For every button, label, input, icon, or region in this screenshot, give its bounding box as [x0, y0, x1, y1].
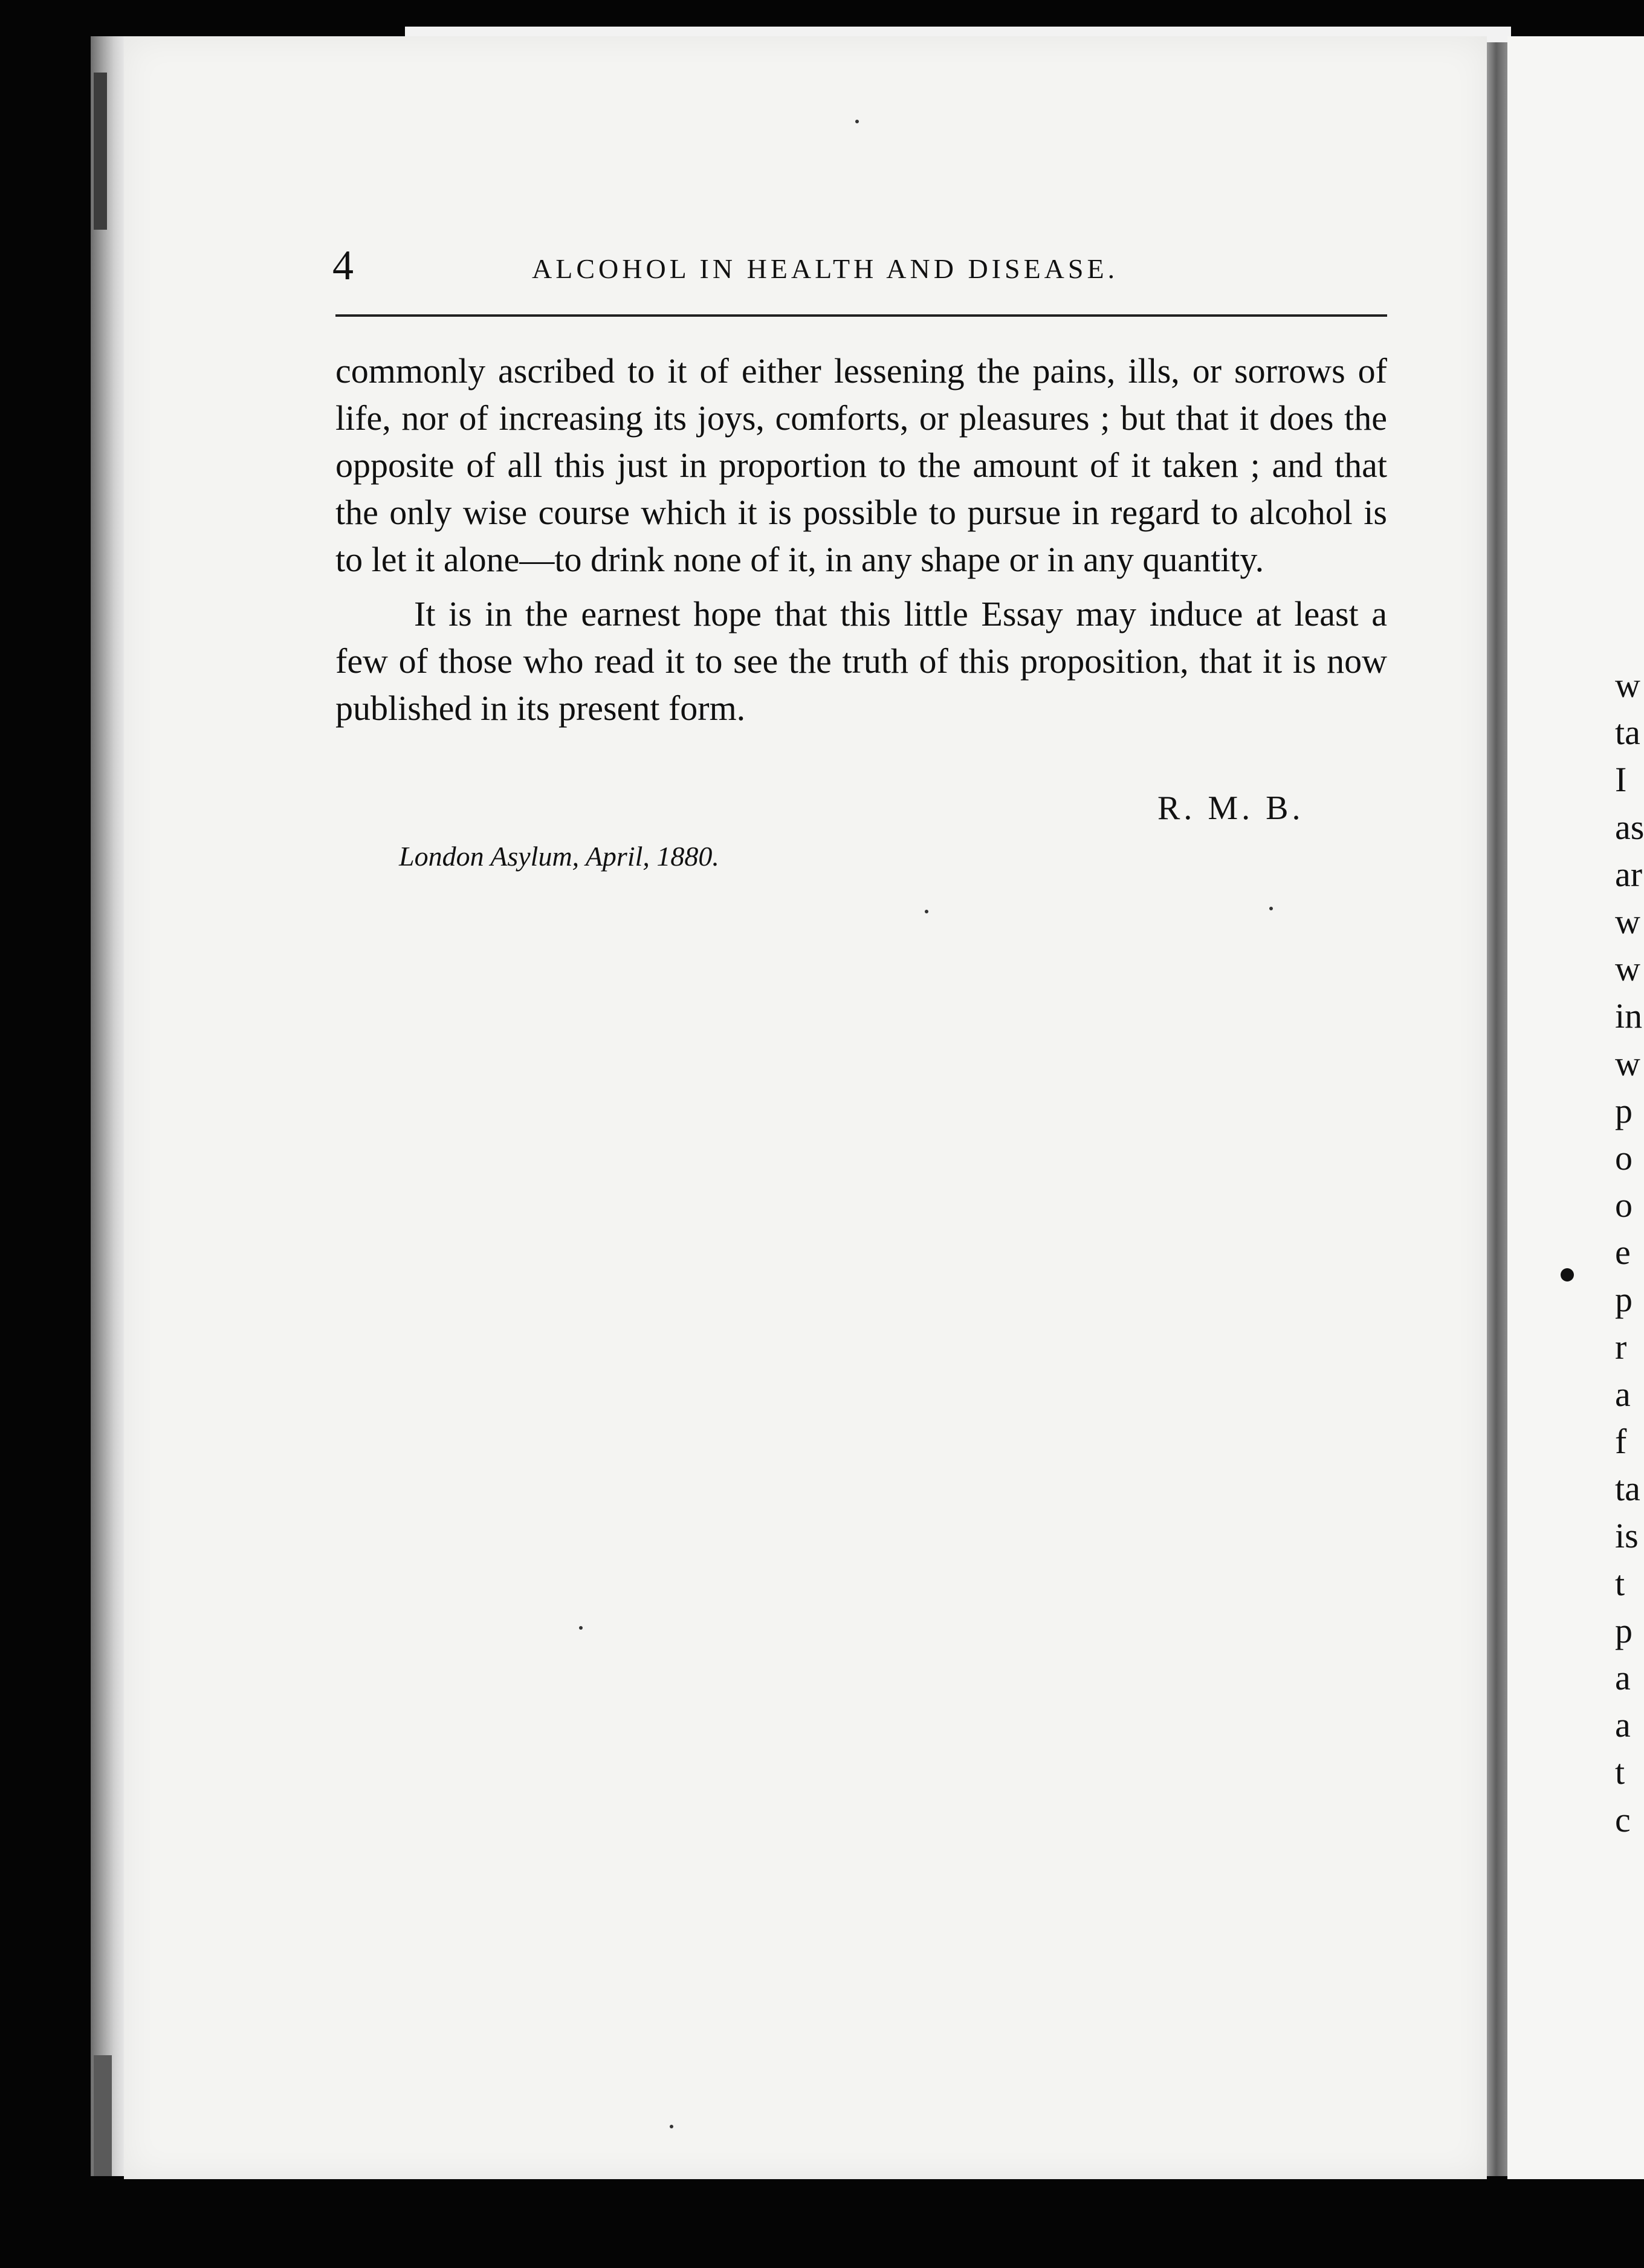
header-rule: [335, 314, 1387, 317]
speck: [855, 120, 859, 123]
facing-line-fragment: c: [1615, 1800, 1631, 1839]
facing-line-fragment: ta: [1615, 1469, 1640, 1509]
facing-page-text: [1615, 662, 1644, 1844]
facing-line-fragment: e: [1615, 1233, 1631, 1272]
facing-line-fragment: t: [1615, 1752, 1625, 1792]
speck: [670, 2125, 673, 2128]
paragraph: commonly ascribed to it of either lessening the pains, ills, or sorrows of life, nor of increasing its joys, comforts, or pleasures ; but that it does the opposite of all this just in proportion to the amount of it taken ; and that the only wise course which it is possible to pursue in regard to alcohol is to let it alone—to drink none of it, in any shape or in any quantity.: [335, 351, 1387, 579]
page-number: 4: [332, 242, 354, 289]
facing-line-fragment: ta: [1615, 713, 1640, 753]
author-initials: R. M. B.: [1157, 789, 1304, 827]
facing-line-fragment: is: [1615, 1516, 1639, 1556]
facing-line-fragment: a: [1615, 1657, 1631, 1697]
page-edge: [91, 36, 124, 2176]
facing-line-fragment: I: [1615, 760, 1627, 800]
facing-line-fragment: w: [1615, 1043, 1640, 1083]
facing-line-fragment: w: [1615, 901, 1640, 941]
facing-line-fragment: a: [1615, 1374, 1631, 1414]
facing-line-fragment: in: [1615, 996, 1643, 1036]
facing-line-fragment: w: [1615, 666, 1640, 705]
speck: [925, 910, 928, 913]
running-title: ALCOHOL IN HEALTH AND DISEASE.: [532, 253, 1119, 284]
paragraph: It is in the earnest hope that this little Essay may induce at least a few of those who read it to see the truth of this proposition, that it is now published in its present form.: [335, 594, 1387, 728]
facing-line-fragment: ar: [1615, 854, 1643, 894]
facing-line-fragment: p: [1615, 1090, 1633, 1130]
page-edge-shadow-lower: [94, 2055, 112, 2176]
ink-dot: [1561, 1268, 1574, 1281]
facing-line-fragment: o: [1615, 1138, 1633, 1178]
page-edge-shadow: [94, 73, 107, 230]
facing-line-fragment: as: [1615, 807, 1644, 847]
facing-line-fragment: a: [1615, 1705, 1631, 1745]
facing-line-fragment: f: [1615, 1422, 1627, 1461]
facing-line-fragment: r: [1615, 1327, 1627, 1367]
facing-line-fragment: p: [1615, 1280, 1633, 1320]
facing-line-fragment: p: [1615, 1610, 1633, 1650]
book-gutter: [1487, 42, 1507, 2176]
facing-line-fragment: o: [1615, 1185, 1633, 1225]
speck: [1269, 907, 1273, 910]
speck: [579, 1626, 583, 1630]
body-text: [335, 348, 1387, 732]
facing-line-fragment: w: [1615, 949, 1640, 989]
facing-line-fragment: t: [1615, 1563, 1625, 1603]
running-head: [332, 242, 1387, 302]
dateline: London Asylum, April, 1880.: [399, 841, 719, 872]
